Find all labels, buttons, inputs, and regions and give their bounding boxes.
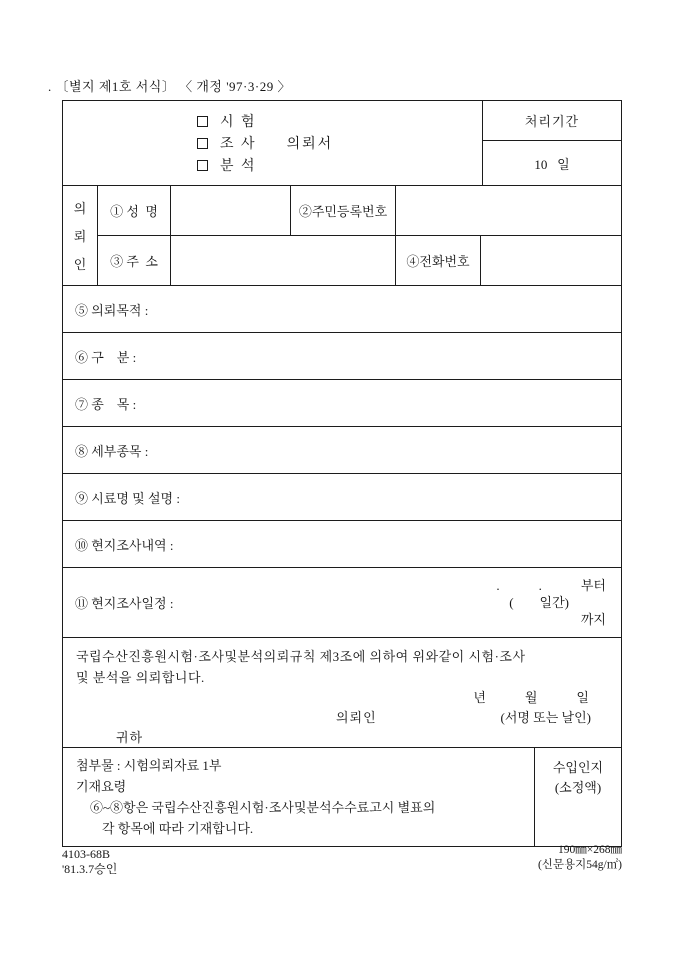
schedule-date-block[interactable] [496,568,621,637]
field-row-item [63,380,621,427]
schedule-label: ⑪ 현지조사일정 : [75,596,174,611]
schedule-to-line: 까지 [580,612,606,627]
revenue-stamp-label: 수입인지 [552,760,604,775]
address-input[interactable] [171,236,396,285]
attachment-line: 첨부물 : 시험의뢰자료 1부 [76,758,222,773]
sub-item-label: ⑧ 세부종목 : [75,443,149,459]
declaration-block [63,638,621,747]
schedule-from-line: . . 부터 [496,578,606,593]
survey-checkbox-label: 조 사 [220,137,257,152]
title-option-survey [197,132,482,154]
declaration-line-2: 및 분석을 의뢰합니다. [76,670,205,685]
title-option-test [197,110,482,132]
form-title-block [63,101,482,185]
requester-group-label: 의 뢰 인 [63,186,98,285]
sample-name-label: ⑨ 시료명 및 설명 : [75,490,180,506]
form-title: 의뢰서 [286,137,334,152]
phone-input[interactable] [481,236,621,285]
item-field[interactable] [63,380,621,426]
sub-item-field[interactable] [63,427,621,473]
revenue-stamp-cell [534,748,621,846]
field-row-purpose [63,286,621,333]
resident-no-label: ②주민등록번호 [291,186,396,235]
processing-period-value: 10 일 [534,156,570,172]
item-label: ⑦ 종 목 : [75,396,137,412]
revenue-stamp-amount: (소정액) [554,780,602,795]
category-field[interactable] [63,333,621,379]
schedule-days-line: ( 일간) [509,595,569,610]
request-form [62,100,622,847]
test-checkbox-label: 시 험 [220,115,257,130]
declaration-recipient: 귀하 [116,730,144,745]
form-code: 4103-68B [62,847,110,861]
declaration-row [63,638,621,748]
requester-grid [98,186,621,285]
requester-row-2 [98,236,621,285]
request-purpose-field[interactable] [63,286,621,332]
requester-name-input[interactable] [171,186,291,235]
declaration-sign-label: (서명 또는 날인) [500,710,591,725]
paper-type: (신문용지54g/㎡) [537,859,622,871]
form-revision-note: . 〔별지 제1호 서식〕 〈 개정 '97·3·29 〉 [48,79,291,94]
sample-name-field[interactable] [63,474,621,520]
attachment-row [63,748,621,846]
site-survey-details-label: ⑩ 현지조사내역 : [75,537,174,553]
declaration-date-line: 년 월 일 [473,690,589,705]
attachment-block [63,748,534,846]
processing-period-label: 처리기간 [483,101,621,141]
field-row-site-survey [63,521,621,568]
form-code-block [62,847,117,877]
site-survey-details-field[interactable] [63,521,621,567]
declaration-sign-line [76,708,621,728]
requester-name-label: ① 성 명 [98,186,171,235]
field-row-sub-item [63,427,621,474]
declaration-requester-label: 의뢰인 [336,710,377,725]
approval-date: '81.3.7승인 [62,862,118,876]
declaration-line-1: 국립수산진흥원시험·조사및분석의뢰규칙 제3조에 의하여 위와같이 시험·조사 [76,649,526,664]
field-row-schedule [63,568,621,638]
form-header-row [63,101,621,186]
paper-spec-block [538,843,622,873]
analysis-checkbox[interactable] [197,160,208,171]
requester-block [63,186,621,286]
field-row-sample [63,474,621,521]
processing-period-cell [482,101,621,185]
requester-row-1 [98,186,621,236]
request-purpose-label: ⑤ 의뢰목적 : [75,302,149,318]
phone-label: ④전화번호 [396,236,481,285]
survey-checkbox[interactable] [197,138,208,149]
field-row-category [63,333,621,380]
test-checkbox[interactable] [197,116,208,127]
guide-line-1: ⑥~⑧항은 국립수산진흥원시험·조사및분석수수료고시 별표의 [90,800,436,815]
guide-line-2: 각 항목에 따라 기재합니다. [102,821,254,836]
title-option-analysis [197,154,482,176]
address-label: ③ 주 소 [98,236,171,285]
paper-size: 190㎜×268㎜ [558,844,622,856]
analysis-checkbox-label: 분 석 [220,159,257,174]
guide-title: 기재요령 [76,779,127,794]
category-label: ⑥ 구 분 : [75,349,137,365]
resident-no-input[interactable] [396,186,621,235]
